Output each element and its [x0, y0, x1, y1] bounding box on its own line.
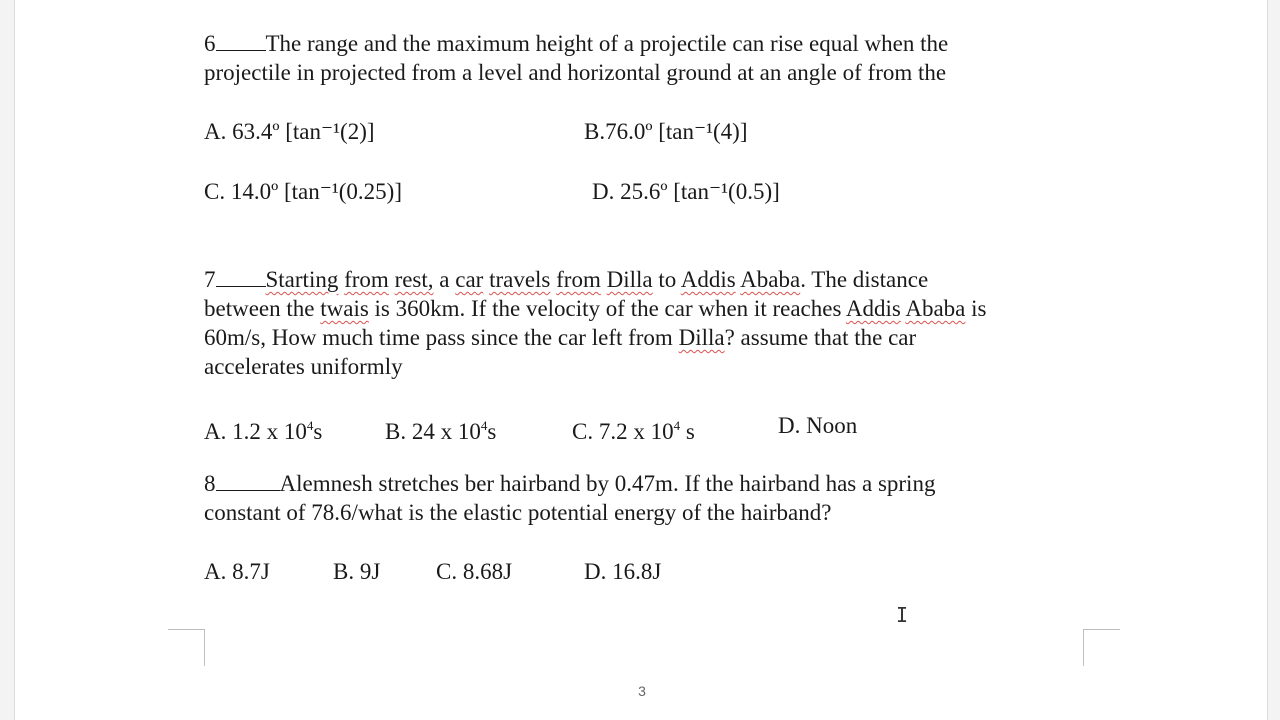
- q7-word: travels: [489, 267, 551, 292]
- q7-option-c: [572, 411, 695, 446]
- q7-option-c-base: C. 7.2 x 10: [572, 419, 674, 444]
- q7-word: car: [455, 267, 484, 292]
- q8-option-a: A. 8.7J: [204, 559, 270, 584]
- q7-option-a: [204, 411, 322, 446]
- q8-line-1: [204, 469, 935, 498]
- text-cursor-icon: I: [896, 603, 909, 627]
- q6-option-a: A. 63.4º [tan⁻¹(2)]: [204, 119, 375, 144]
- q7-word: Ababa: [740, 267, 801, 292]
- q7-option-a-base: A. 1.2 x 10: [204, 419, 307, 444]
- q8-line-2: [204, 498, 831, 527]
- q7-text-1-tail: . The distance: [800, 267, 929, 292]
- q7-option-c-exp: 4: [673, 418, 681, 433]
- q6-text-1: The range and the maximum height of a projectile can rise equal when the: [265, 31, 949, 56]
- q7-text-2-mid: is 360km. If the velocity of the car when it reaches: [368, 296, 842, 321]
- q7-word-addis: Addis: [845, 296, 901, 321]
- q6-line-2: [204, 58, 946, 87]
- q7-option-b-exp: 4: [480, 418, 488, 433]
- q7-option-a-unit: s: [313, 419, 323, 444]
- q7-text-3-pre: 60m/s, How much time pass since the car left from: [204, 325, 673, 350]
- q8-option-c: C. 8.68J: [436, 559, 513, 584]
- margin-corner-right: [1083, 629, 1120, 666]
- q7-line-2: [204, 294, 986, 323]
- q8-text-1: Alemnesh stretches ber hairband by 0.47m. If the hairband has a spring: [279, 471, 936, 496]
- q7-option-c-unit: s: [680, 419, 695, 444]
- q7-line-4: [204, 352, 403, 381]
- q6-option-d: D. 25.6º [tan⁻¹(0.5)]: [592, 179, 780, 204]
- q7-word: a: [439, 267, 450, 292]
- page-number: 3: [638, 683, 646, 699]
- q7-text-4: accelerates uniformly: [204, 354, 403, 379]
- q7-line-1: [204, 265, 928, 294]
- q7-answer-blank: [216, 266, 266, 287]
- q8-text-2: constant of 78.6/what is the elastic potential energy of the hairband?: [204, 500, 832, 525]
- document-page: [14, 0, 1268, 720]
- q7-option-a-exp: 4: [306, 418, 314, 433]
- q8-number: 8: [204, 471, 216, 496]
- q7-word: Starting: [265, 267, 339, 292]
- q7-word-twais: twais: [320, 296, 369, 321]
- q7-word: Addis: [680, 267, 736, 292]
- q7-text-2-pre: between the: [204, 296, 315, 321]
- q7-word: from: [344, 267, 389, 292]
- q6-line-1: [204, 29, 948, 58]
- q8-option-d: D. 16.8J: [584, 559, 662, 584]
- q7-option-b-base: B. 24 x 10: [385, 419, 481, 444]
- q7-word-dilla: Dilla: [678, 325, 725, 350]
- q7-number: 7: [204, 267, 216, 292]
- q7-option-b-unit: s: [487, 419, 497, 444]
- q8-answer-blank: [216, 470, 280, 491]
- q7-word: from: [556, 267, 601, 292]
- q6-option-c: C. 14.0º [tan⁻¹(0.25)]: [204, 179, 402, 204]
- q7-word-ababa: Ababa: [905, 296, 966, 321]
- q7-text-3-post: ? assume that the car: [724, 325, 917, 350]
- q7-option-b: [385, 411, 496, 446]
- q8-option-b: B. 9J: [333, 559, 381, 584]
- q6-answer-blank: [216, 30, 266, 51]
- margin-corner-left: [168, 629, 205, 666]
- q7-line-3: [204, 323, 916, 352]
- q7-word: to: [658, 267, 677, 292]
- q7-word: Dilla: [606, 267, 653, 292]
- q7-word: rest,: [394, 267, 434, 292]
- q6-number: 6: [204, 31, 216, 56]
- q7-text-2-post: is: [971, 296, 987, 321]
- q6-text-2: projectile in projected from a level and horizontal ground at an angle of from the: [204, 60, 947, 85]
- q6-option-b: B.76.0º [tan⁻¹(4)]: [584, 119, 748, 144]
- q7-option-d: D. Noon: [778, 413, 858, 438]
